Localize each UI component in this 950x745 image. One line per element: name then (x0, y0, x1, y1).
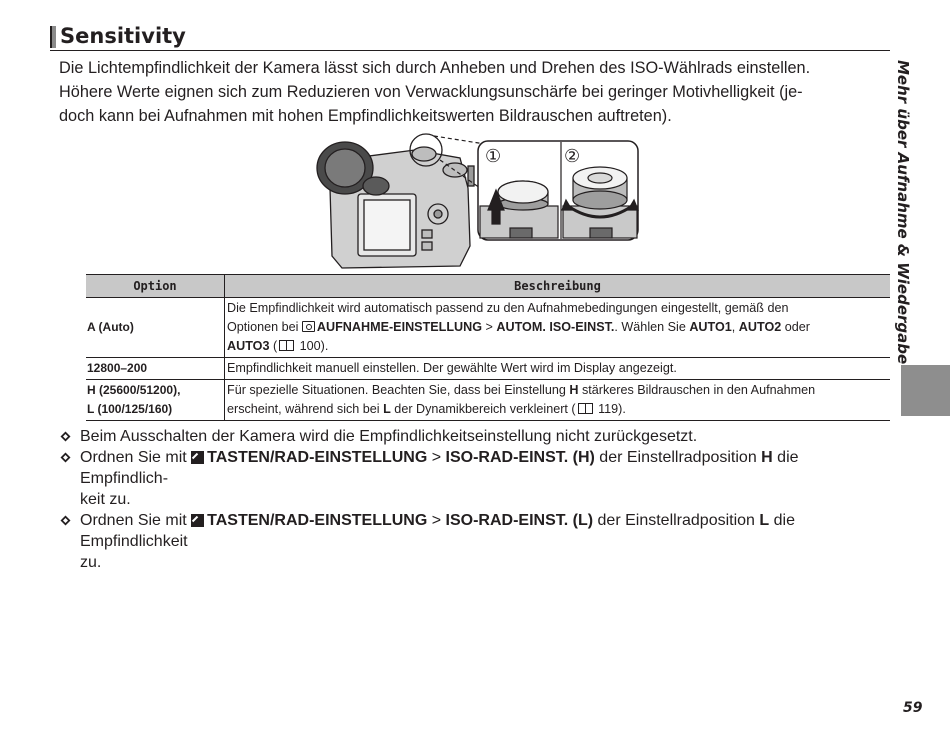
description-text: Optionen bei (227, 320, 302, 334)
description-text: oder (781, 320, 810, 334)
section-heading (50, 26, 890, 51)
note-text: die Empfindlich- (80, 449, 799, 487)
table-row (86, 298, 890, 358)
menu-item: ISO-RAD-EINST. (L) (445, 512, 594, 529)
intro-line: Die Lichtempfindlichkeit der Kamera lässt sich durch Anheben und Drehen des ISO-Wählrads einstellen. (59, 59, 811, 77)
note-text: Ordnen Sie mit (80, 512, 192, 529)
dial-position: H (569, 383, 579, 397)
description-text: stärkeres Bildrauschen in den Aufnahmen (578, 383, 816, 397)
menu-name: TASTEN/RAD-EINSTELLUNG (207, 449, 428, 466)
page-reference: 100). (296, 339, 329, 353)
camera-body-drawing (317, 142, 474, 268)
book-reference-icon (578, 403, 593, 414)
page-title: Sensitivity (60, 24, 186, 48)
heading-marker (50, 26, 56, 48)
shooting-menu-icon (302, 321, 315, 332)
description-text: Für spezielle Situationen. Beachten Sie, dass bei Einstellung (227, 383, 570, 397)
setup-menu-icon (191, 451, 204, 464)
separator: > (427, 512, 446, 529)
description-cell: Empfindlichkeit manuell einstellen. Der gewählte Wert wird im Display angezeigt. (225, 358, 891, 380)
camera-iso-dial-illustration (310, 128, 645, 270)
list-item (58, 447, 890, 510)
note-text: keit zu. (80, 491, 131, 508)
description-text: der Dynamikbereich verkleinert ( (390, 402, 576, 416)
setup-menu-icon (191, 514, 204, 527)
option-value: AUTO1 (689, 320, 732, 334)
note-text: der Einstellradposition (593, 512, 760, 529)
description-text: ( (269, 339, 278, 353)
chapter-tab (901, 365, 950, 416)
description-cell (225, 380, 891, 421)
list-item (58, 426, 890, 447)
chapter-title: Mehr über Aufnahme & Wiedergabe (894, 60, 912, 365)
sensitivity-options-table (86, 274, 890, 421)
note-text: Ordnen Sie mit (80, 449, 192, 466)
notes-list (58, 426, 890, 573)
note-text: die Empfindlichkeit (80, 512, 795, 550)
page-reference: 119). (594, 402, 626, 416)
description-text: Die Empfindlichkeit wird automatisch passend zu den Aufnahmebedingungen eingestellt, gemäß den (227, 301, 789, 315)
list-item (58, 510, 890, 573)
intro-line: Höhere Werte eignen sich zum Reduzieren von Verwacklungsunschärfe bei geringer Motivhelligkeit (je- (59, 83, 803, 101)
menu-name: TASTEN/RAD-EINSTELLUNG (207, 512, 428, 529)
detail-box (478, 141, 638, 240)
description-text: . Wählen Sie (614, 320, 690, 334)
description-text: erscheint, während sich bei (227, 402, 384, 416)
note-text: zu. (80, 554, 102, 571)
menu-item: ISO-RAD-EINST. (H) (445, 449, 595, 466)
dial-position: L (759, 512, 770, 529)
separator: , (731, 320, 739, 334)
dial-position: L (383, 402, 391, 416)
separator: > (482, 320, 497, 334)
option-value: AUTO3 (227, 339, 270, 353)
column-header-description: Beschreibung (225, 275, 891, 298)
option-cell (86, 380, 225, 421)
table-row (86, 380, 890, 421)
column-header-option: Option (86, 275, 225, 298)
book-reference-icon (279, 340, 294, 351)
note-diamond-icon (60, 452, 71, 463)
note-diamond-icon (60, 515, 71, 526)
step-1-label: ① (485, 146, 502, 167)
page-number: 59 (903, 700, 923, 716)
option-cell: A (Auto) (86, 298, 225, 358)
option-value: AUTO2 (738, 320, 782, 334)
separator: > (427, 449, 446, 466)
step-2-dial (562, 167, 638, 238)
intro-paragraph (59, 56, 877, 128)
chapter-side-label (894, 60, 924, 365)
note-text: der Einstellradposition (594, 449, 762, 466)
note-text: Beim Ausschalten der Kamera wird die Empfindlichkeitseinstellung nicht zurückgesetzt. (80, 428, 698, 445)
dial-position: H (761, 449, 773, 466)
table-row (86, 358, 890, 380)
menu-name: AUFNAHME-EINSTELLUNG (316, 320, 483, 334)
menu-item: AUTOM. ISO-EINST. (496, 320, 615, 334)
option-cell: 12800–200 (86, 358, 225, 380)
option-text: H (25600/51200), (87, 383, 181, 397)
intro-line: doch kann bei Aufnahmen mit hohen Empfindlichkeitswerten Bildrauschen auftreten). (59, 107, 672, 125)
note-diamond-icon (60, 431, 71, 442)
description-cell (225, 298, 891, 358)
option-text: L (100/125/160) (87, 402, 173, 416)
table-header-row (86, 275, 890, 298)
step-2-label: ② (564, 146, 581, 167)
